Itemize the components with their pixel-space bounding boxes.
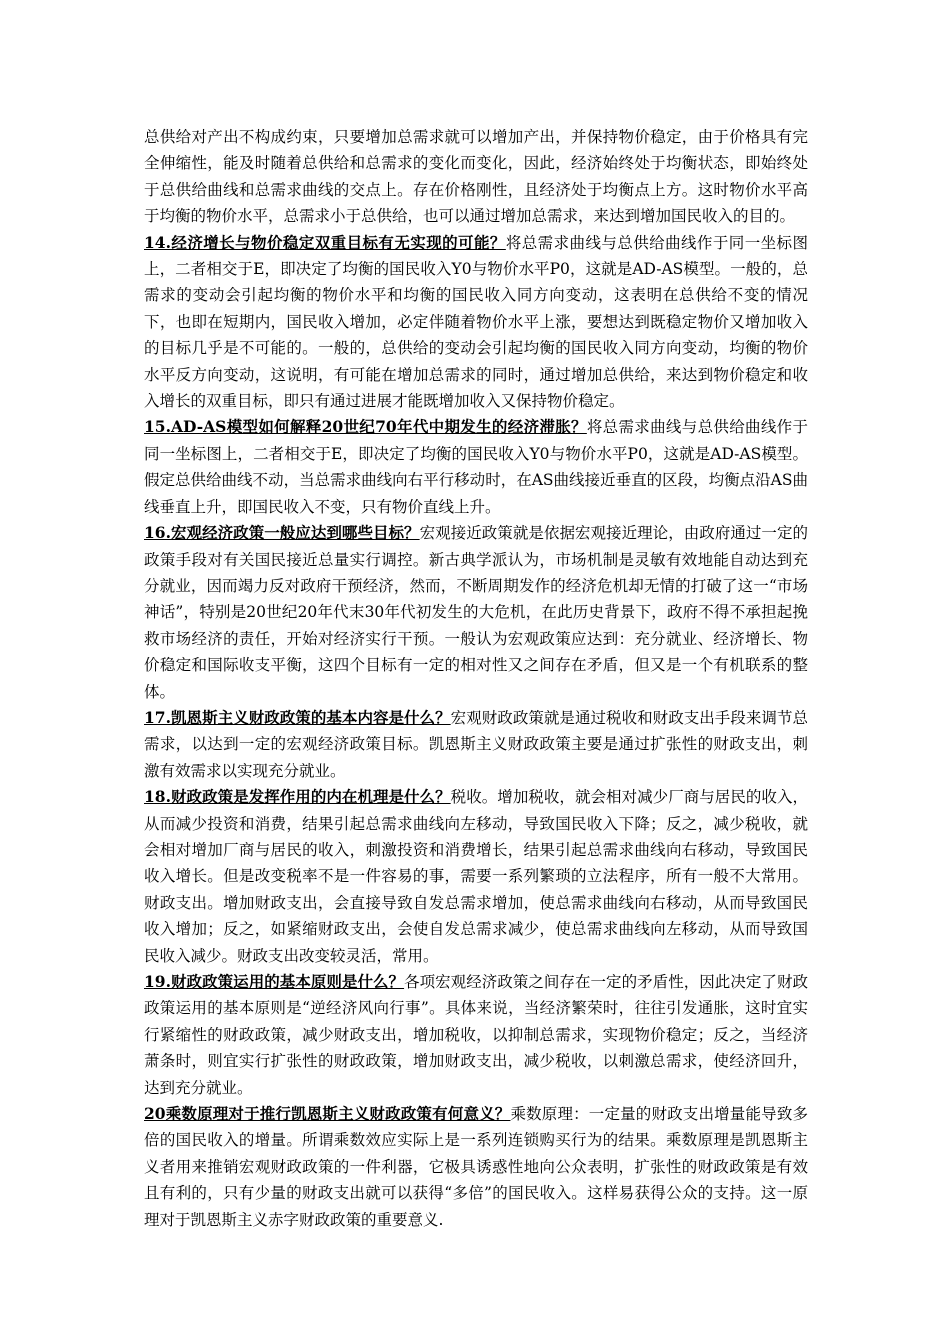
document-page xyxy=(144,124,808,1233)
section-17 xyxy=(144,705,808,784)
question-heading: 20乘数原理对于推行凯恩斯主义财政政策有何意义？ xyxy=(144,1104,511,1124)
question-heading: 14.经济增长与物价稳定双重目标有无实现的可能？ xyxy=(144,232,506,252)
section-14 xyxy=(144,230,808,415)
section-20 xyxy=(144,1101,808,1233)
answer-text: 税收。增加税收，就会相对减少厂商与居民的收入，从而减少投资和消费，结果引起总需求曲线向左移动，导致国民收入下降；反之，减少税收，就会相对增加厂商与居民的收入，刺激投资和消费增长，结果引起总需求曲线向右移动，导致国民收入增长。但是改变税率不是一件容易的事，需要一系列繁琐的立法程序，所有一般不大常用。财政支出。增加财政支出，会直接导致自发总需求增加，使总需求曲线向右移动，从而导致国民收入增加；反之，如紧缩财政支出，会使自发总需求减少，使总需求曲线向左移动，从而导致国民收入减少。财政支出改变较灵活，常用。 xyxy=(144,788,808,965)
answer-text: 将总需求曲线与总供给曲线作于同一坐标图上，二者相交于E，即决定了均衡的国民收入Y0与物价水平P0，这就是AD-AS模型。假定总供给曲线不动，当总需求曲线向右平行移动时，在AS曲线接近垂直的区段，均衡点沿AS曲线垂直上升，即国民收入不变，只有物价直线上升。 xyxy=(144,418,808,516)
answer-text: 将总需求曲线与总供给曲线作于同一坐标图上，二者相交于E，即决定了均衡的国民收入Y0与物价水平P0，这就是AD-AS模型。一般的，总需求的变动会引起均衡的物价水平和均衡的国民收入同方向变动，这表明在总供给不变的情况下，也即在短期内，国民收入增加，必定伴随着物价水平上涨，要想达到既稳定物价又增加收入的目标几乎是不可能的。一般的，总供给的变动会引起均衡的国民收入同方向变动，均衡的物价水平反方向变动，这说明，有可能在增加总需求的同时，通过增加总供给，来达到物价稳定和收入增长的双重目标，即只有通过进展才能既增加收入又保持物价稳定。 xyxy=(144,233,808,411)
question-heading: 16.宏观经济政策一般应达到哪些目标？ xyxy=(144,523,420,543)
answer-text: 各项宏观经济政策之间存在一定的矛盾性，因此决定了财政政策运用的基本原则是“逆经济风向行事”。具体来说，当经济繁荣时，往往引发通胀，这时宜实行紧缩性的财政政策，减少财政支出，增加税收，以抑制总需求，实现物价稳定；反之，当经济萧条时，则宜实行扩张性的财政政策，增加财政支出，减少税收，以刺激总需求，使经济回升，达到充分就业。 xyxy=(144,973,808,1097)
question-heading: 19.财政政策运用的基本原则是什么？ xyxy=(144,972,405,991)
answer-text: 宏观接近政策就是依据宏观接近理论，由政府通过一定的政策手段对有关国民接近总量实行调控。新古典学派认为，市场机制是灵敏有效地能自动达到充分就业，因而竭力反对政府干预经济，然而，不断周期发作的经济危机却无情的打破了这一“市场神话”，特别是20世纪20年代末30年代初发生的大危机，在此历史背景下，政府不得不承担起挽救市场经济的责任，开始对经济实行干预。一般认为宏观政策应达到：充分就业、经济增长、物价稳定和国际收支平衡，这四个目标有一定的相对性又之间存在矛盾，但又是一个有机联系的整体。 xyxy=(144,524,808,701)
intro-paragraph: 总供给对产出不构成约束，只要增加总需求就可以增加产出，并保持物价稳定，由于价格具有完全伸缩性，能及时随着总供给和总需求的变化而变化，因此，经济始终处于均衡状态，即始终处于总供给曲线和总需求曲线的交点上。存在价格刚性，且经济处于均衡点上方。这时物价水平高于均衡的物价水平，总需求小于总供给，也可以通过增加总需求，来达到增加国民收入的目的。 xyxy=(144,128,808,226)
section-19 xyxy=(144,969,808,1101)
question-heading: 18.财政政策是发挥作用的内在机理是什么？ xyxy=(144,787,451,807)
answer-text: 宏观财政政策就是通过税收和财政支出手段来调节总需求，以达到一定的宏观经济政策目标。凯恩斯主义财政政策主要是通过扩张性的财政支出，刺激有效需求以实现充分就业。 xyxy=(144,708,808,780)
answer-text: 乘数原理：一定量的财政支出增量能导致多倍的国民收入的增量。所谓乘数效应实际上是一系列连锁购买行为的结果。乘数原理是凯恩斯主义者用来推销宏观财政政策的一件利器，它极具诱惑性地向公众表明，扩张性的财政政策是有效且有利的，只有少量的财政支出就可以获得“多倍”的国民收入。这样易获得公众的支持。这一原理对于凯恩斯主义赤字财政政策的重要意义. xyxy=(144,1105,808,1229)
section-16 xyxy=(144,520,808,705)
section-18 xyxy=(144,784,808,969)
question-heading: 15.AD-AS模型如何解释20世纪70年代中期发生的经济滞胀？ xyxy=(144,417,587,437)
question-heading: 17.凯恩斯主义财政政策的基本内容是什么？ xyxy=(144,707,451,727)
section-15 xyxy=(144,414,808,520)
